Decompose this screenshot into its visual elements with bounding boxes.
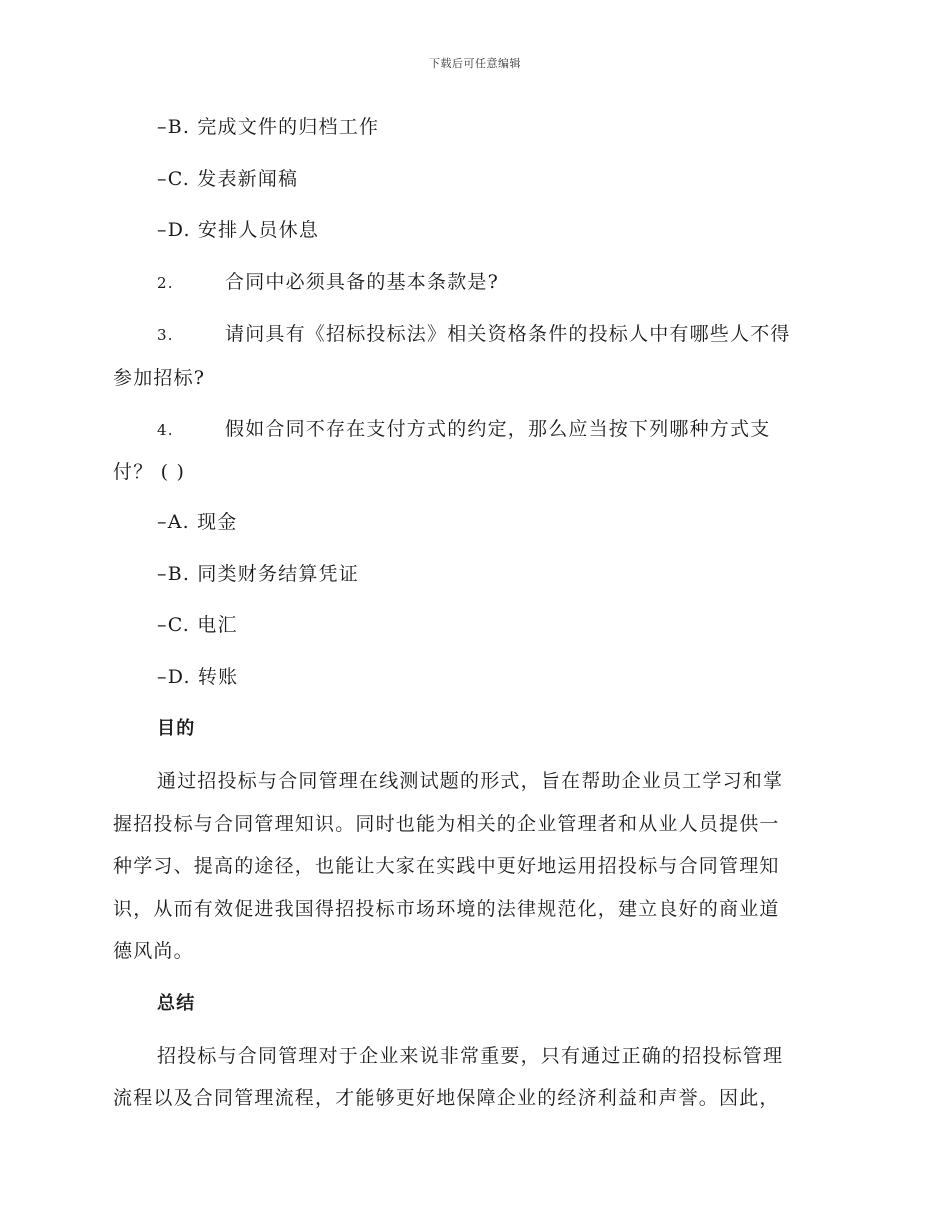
option-a: –A. 现金 [157, 511, 238, 533]
question-text: 假如合同不存在支付方式的约定，那么应当按下列哪种方式支 [225, 418, 771, 440]
question-number: 3. [157, 326, 174, 344]
question-text: 请问具有《招标投标法》相关资格条件的投标人中有哪些人不得 [225, 323, 791, 345]
question-text: 合同中必须具备的基本条款是? [225, 271, 499, 293]
question-4-continuation: 付？ ( ) [113, 461, 186, 483]
paragraph-line: 种学习、提高的途径，也能让大家在实践中更好地运用招投标与合同管理知 [113, 855, 780, 877]
paragraph-line: 德风尚。 [113, 940, 194, 962]
question-2 [157, 269, 835, 296]
question-number: 2. [157, 274, 174, 292]
option-b: –B. 完成文件的归档工作 [157, 116, 380, 138]
paragraph-line: 流程以及合同管理流程，才能够更好地保障企业的经济利益和声誉。因此， [113, 1087, 780, 1109]
paragraph-line: 识，从而有效促进我国得招投标市场环境的法律规范化，建立良好的商业道 [113, 898, 780, 920]
paragraph-line: 握招投标与合同管理知识。同时也能为相关的企业管理者和从业人员提供一 [113, 813, 780, 835]
page-header: 下载后可任意编辑 [429, 57, 521, 70]
option-d: –D. 转账 [157, 666, 239, 688]
option-c: –C. 发表新闻稿 [157, 168, 299, 190]
option-b: –B. 同类财务结算凭证 [157, 563, 359, 585]
question-4 [157, 416, 835, 443]
question-number: 4. [157, 421, 174, 439]
option-d: –D. 安排人员休息 [157, 219, 320, 241]
paragraph-line: 招投标与合同管理对于企业来说非常重要，只有通过正确的招投标管理 [157, 1045, 784, 1067]
section-heading-purpose: 目的 [157, 718, 196, 739]
question-3-continuation: 参加招标? [113, 367, 206, 389]
paragraph-line: 通过招投标与合同管理在线测试题的形式，旨在帮助企业员工学习和掌 [157, 770, 784, 792]
section-heading-summary: 总结 [157, 993, 196, 1014]
option-c: –C. 电汇 [157, 614, 238, 636]
question-3 [157, 321, 835, 348]
